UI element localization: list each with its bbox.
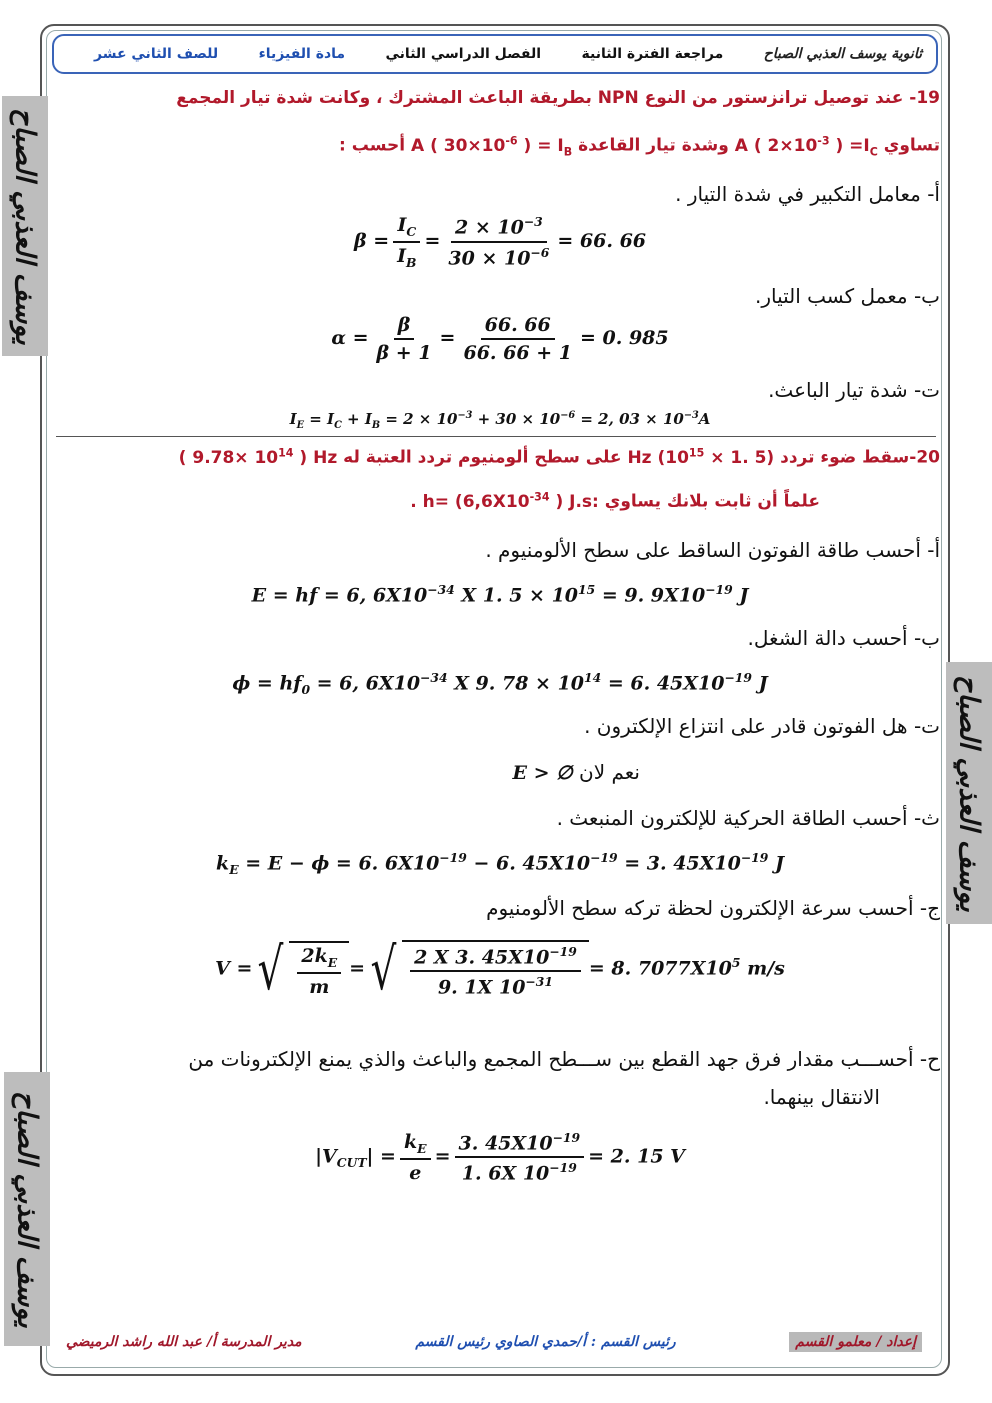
prepared-by: إعداد / معلمو القسم [789, 1332, 922, 1352]
q20-statement-line1: 20-سقط ضوء تردد Hz ($10^{15} \times 1$. 5) على سطح ألومنيوم تردد العتبة له ( $9.78\times 10^{14}$ ) Hz [178, 446, 940, 468]
q20-part-c-label: ت- هل الفوتون قادر على انتزاع الإلكترون . [584, 714, 940, 738]
review-title: مراجعة الفترة الثانية [581, 46, 724, 62]
q19-part-a-label: أ- معامل التكبير في شدة التيار . [675, 182, 940, 206]
q19-part-b-label: ب- معمل كسب التيار. [754, 284, 940, 308]
q19-beta-equation: β = $\frac{I_C}{I_B}$ = $\frac{2 \times 10^{-3}}{30 \times 10^{-6}}$ = 66. 66 [353, 214, 647, 270]
section-divider [56, 436, 936, 437]
q20-cutoff-voltage-equation: $|V_{CUT}|$ = $\frac{k_E}{e}$ = $\frac{3. 45X10^{-19}}{1. 6X 10^{-19}}$ = 2. 15 V [315, 1130, 685, 1185]
side-watermark-right: يوسف العذبي الصباح [946, 662, 992, 924]
q20-statement-line2: علماً أن ثابت بلانك يساوي . $h= (6,6X10^{-34}$ ) J.s: [410, 490, 820, 512]
q20-part-c-answer: نعم لان E > ∅ [512, 760, 640, 784]
page-footer [56, 1322, 936, 1362]
page-header [52, 34, 938, 74]
department-head: رئيس القسم : أ/حمدي الصاوي رئيس القسم [415, 1334, 676, 1350]
q20-work-function-equation: $\phi = hf_0 = 6$, $6X10^{-34}$ X 9. $78 \times 10^{14} = 6$. $45X10^{-19}$ J [232, 670, 768, 698]
q19-statement-line1: 19- عند توصيل ترانزستور من النوع NPN بطريقة الباعث المشترك ، وكانت شدة تيار المجمع [176, 88, 940, 108]
q20-part-d-label: ث- أحسب الطاقة الحركية للإلكترون المنبعث . [556, 806, 940, 830]
q20-velocity-equation: V = √ $\frac{2k_E}{m}$ = √ $\frac{2 X 3. 45X10^{-19}}{9. 1X 10^{-31}}$ = 8. $7077X10^5$ m/s [215, 935, 785, 1004]
q20-part-e-label: ج- أحسب سرعة الإلكترون لحظة تركه سطح الألومنيوم [486, 896, 940, 920]
q20-kinetic-energy-equation: $k_E = E - \phi = 6$. $6X10^{-19} - 6$. $45X10^{-19} = 3$. $45X10^{-19}$ J [216, 850, 784, 878]
subject: مادة الفيزياء [258, 46, 346, 62]
q20-part-a-label: أ- أحسب طاقة الفوتون الساقط على سطح الألومنيوم . [485, 538, 940, 562]
side-watermark-left-bottom: يوسف العذبي الصباح [4, 1072, 50, 1346]
semester: الفصل الدراسي الثاني [385, 46, 542, 62]
side-watermark-left-top: يوسف العذبي الصباح [2, 96, 48, 356]
q20-part-b-label: ب- أحسب دالة الشغل. [747, 626, 940, 650]
q19-alpha-equation: α = $\frac{\beta}{\beta + 1}$ = $\frac{66. 66}{66. 66 + 1}$ = 0. 985 [331, 314, 669, 364]
q19-part-c-label: ت- شدة تيار الباعث. [768, 378, 940, 402]
school-name: ثانوية يوسف العذبي الصباح [763, 46, 922, 62]
q20-part-f-label: ح- أحســـب مقدار فرق جهد القطع بين ســـطح المجمع والباعث والذي يمنع الإلكترونات من الانتقال بينهما. [188, 1047, 940, 1109]
school-principal: مدير المدرسة أ/ عبد الله راشد الرميضي [66, 1334, 302, 1350]
q19-emitter-current-equation: $I_E = I_C + I_B = 2 \times 10^{-3} + 30 \times 10^{-6} = 2$, $03 \times 10^{-3}A$ [289, 410, 711, 431]
q20-photon-energy-equation: E = hf = 6, $6X10^{-34}$ X 1. $5 \times 10^{15} = 9$. $9X10^{-19}$ J [251, 582, 749, 607]
grade: للصف الثاني عشر [94, 46, 219, 62]
q19-statement-line2: تساوي A ( $2\times 10^{-3}$ ) $=I_C$ وشدة تيار القاعدة A ( $30\times 10^{-6}$ ) = $I_B$ أحسب : [339, 134, 940, 159]
